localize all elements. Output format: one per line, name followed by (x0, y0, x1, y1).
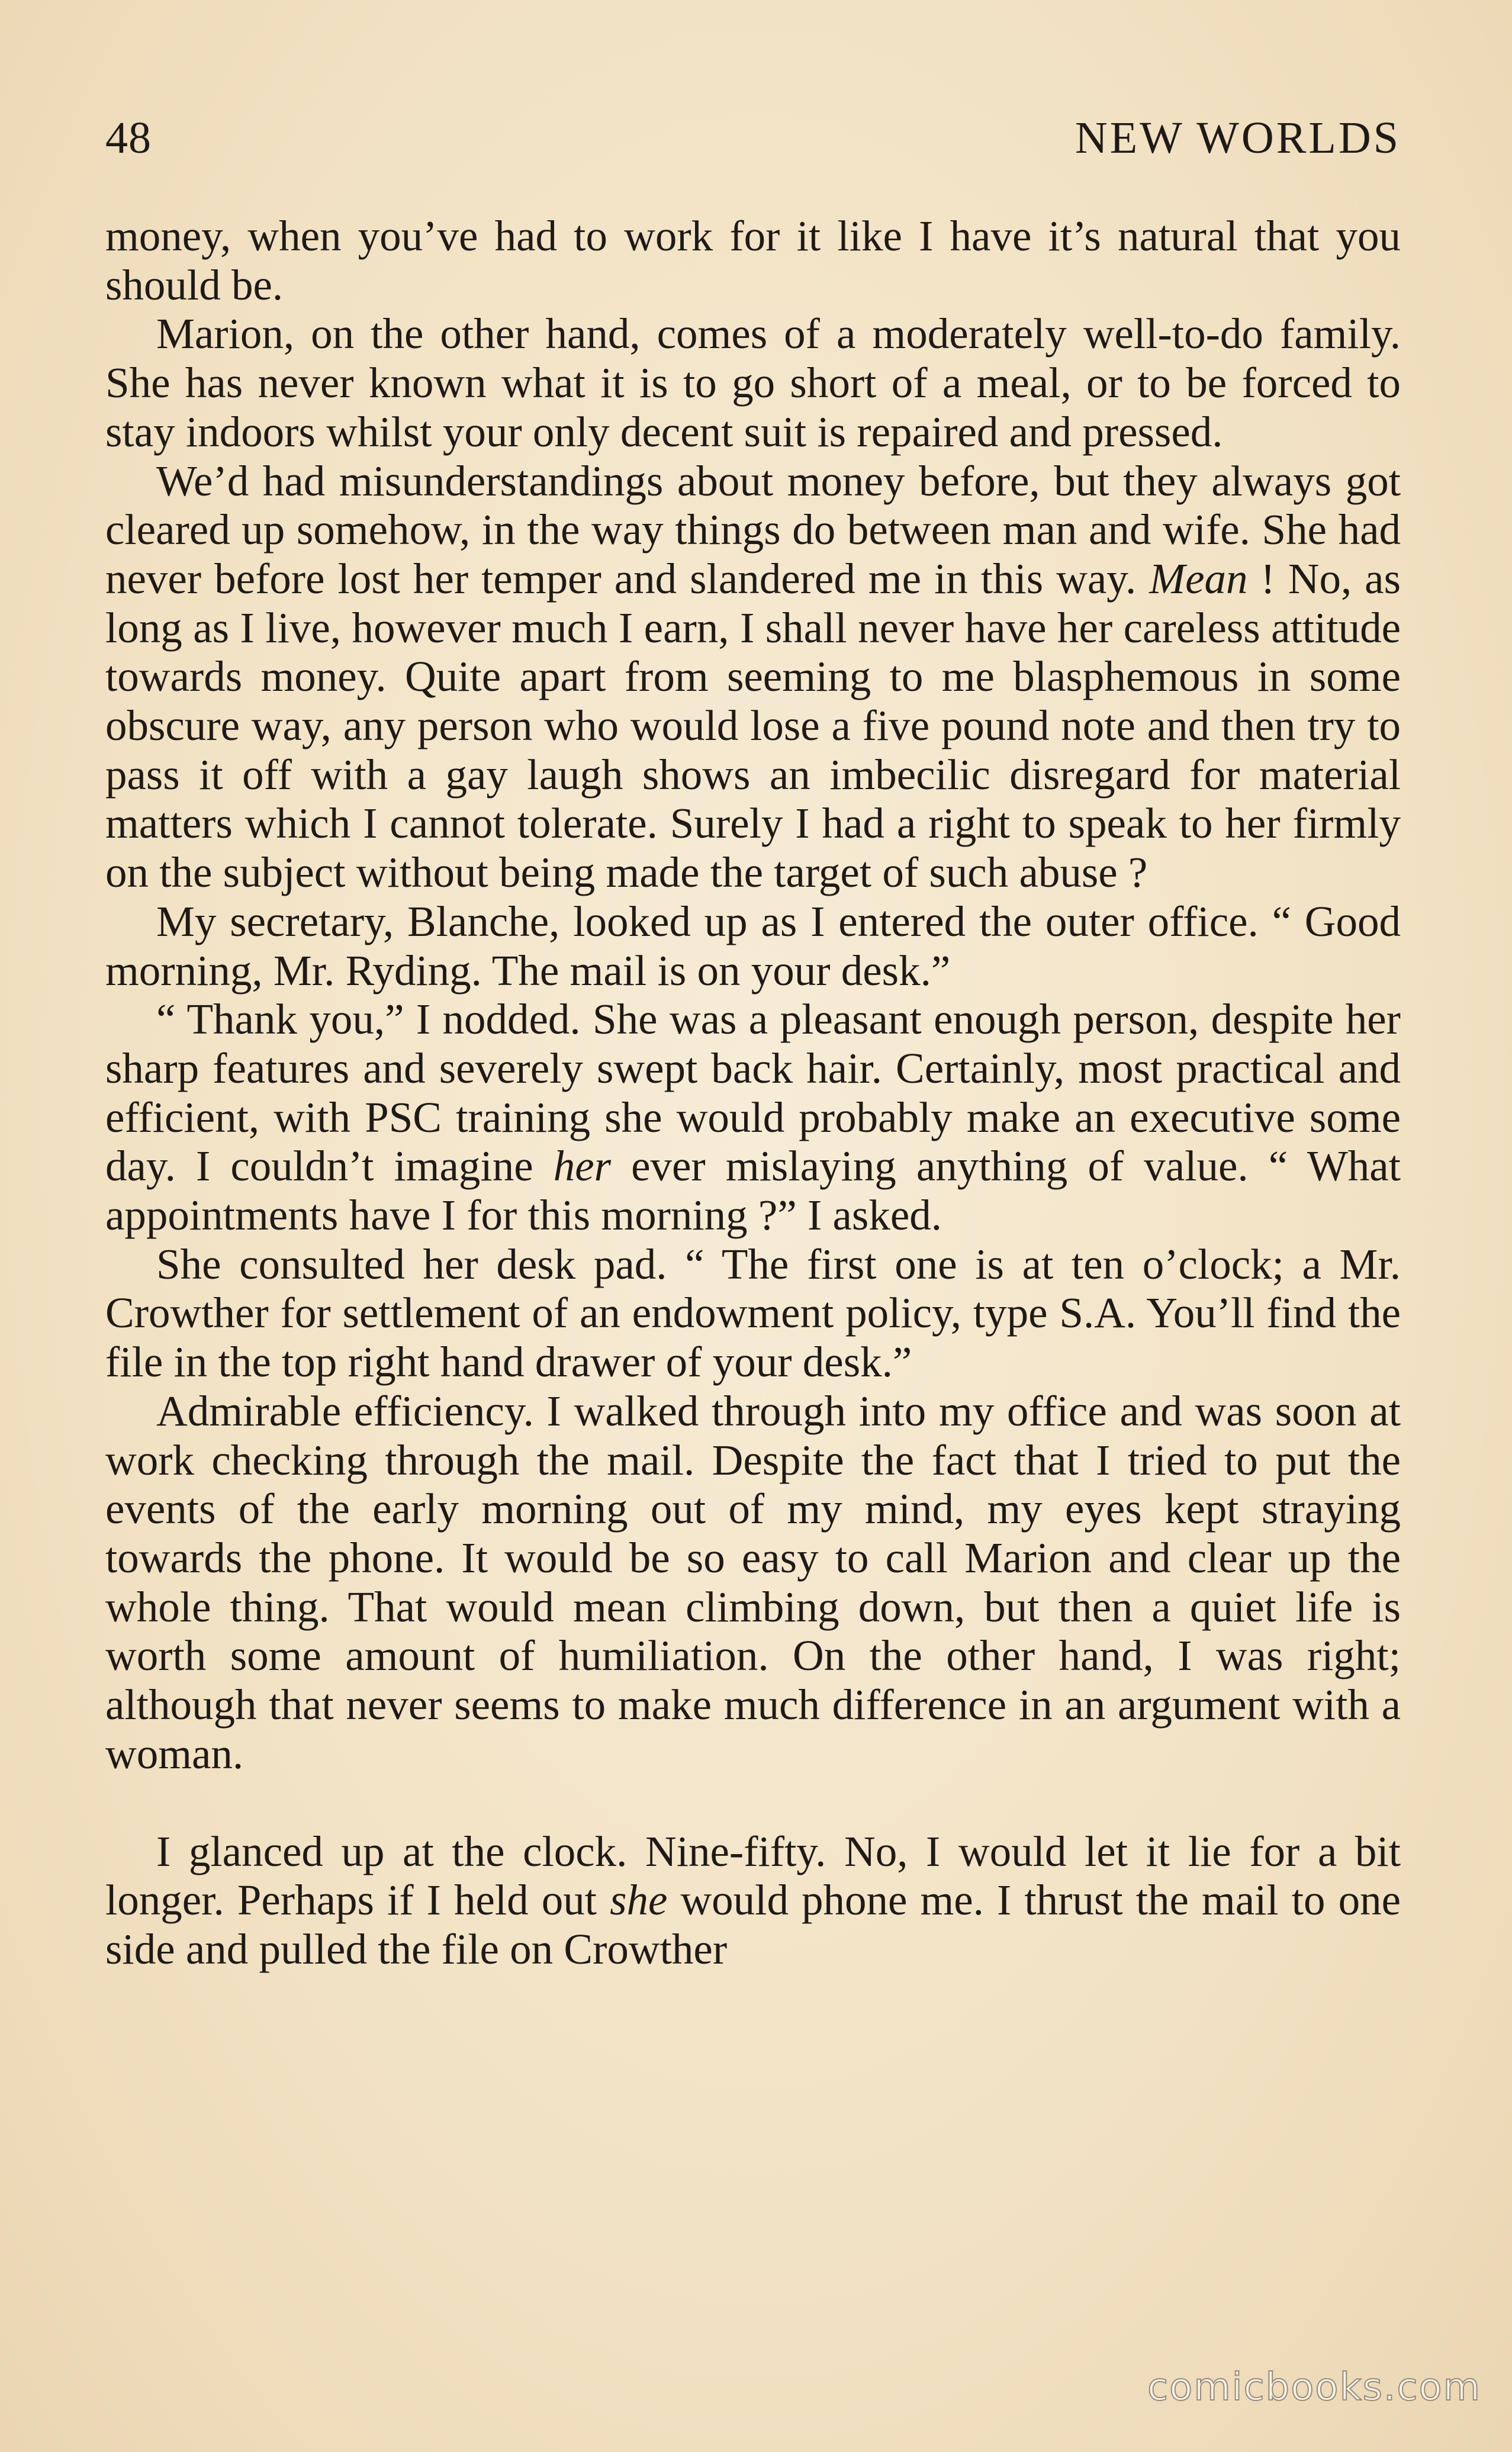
running-title: NEW WORLDS (1075, 113, 1401, 163)
paragraph-5 (105, 995, 1401, 1240)
emphasis-mean: Mean (1149, 554, 1248, 603)
paragraph-8-text-a: I glanced up at the clock. Nine-fifty. No, I would let it lie for a bit longer. Perhaps if I held out (105, 1827, 1401, 1925)
emphasis-her: her (553, 1142, 612, 1190)
paragraph-2: Marion, on the other hand, comes of a moderately well-to-do family. She has never known what it is to go short of a meal, or to be forced to stay indoors whilst your only decent suit is repaired and pressed. (105, 310, 1401, 456)
paragraph-1: money, when you’ve had to work for it like I have it’s natural that you should be. (105, 212, 1401, 309)
page-number: 48 (105, 113, 152, 163)
paragraph-6: She consulted her desk pad. “ The first one is at ten o’clock; a Mr. Crowther for settlement of an endowment policy, type S.A. You’ll find the file in the top right hand drawer of your desk.” (105, 1240, 1401, 1386)
paragraph-3-text-b: ! No, as long as I live, however much I earn, I shall never have her careless attitude towards money. Quite apart from seeming to me blasphemous in some obscure way, any person who would lose a five pound note and then try to pass it off with a gay laugh shows an imbecilic disregard for material matters which I cannot tolerate. Surely I had a right to speak to her firmly on the subject without being made the target of such abuse ? (105, 554, 1401, 897)
paragraph-5-text-a: “ Thank you,” I nodded. She was a pleasant enough person, despite her sharp features and severely swept back hair. Certainly, most practical and efficient, with PSC training she would probably make an executive some day. I couldn’t imagine (105, 995, 1401, 1190)
watermark-logo: comicbooks.com (1147, 2366, 1481, 2409)
paragraph-4: My secretary, Blanche, looked up as I entered the outer office. “ Good morning, Mr. Ryding. The mail is on your desk.” (105, 897, 1401, 995)
paragraph-8-text-b: would phone me. I thrust the mail to one side and pulled the file on Crowther (105, 1876, 1401, 1973)
paragraph-7: Admirable efficiency. I walked through into my office and was soon at work checking through the mail. Despite the fact that I tried to put the events of the early morning out of my mind, my eyes kept straying towards the phone. It would be so easy to call Marion and clear up the whole thing. That would mean climbing down, but then a quiet life is worth some amount of humiliation. On the other hand, I was right; although that never seems to make much difference in an argument with a woman. (105, 1386, 1401, 1778)
running-head (105, 112, 1401, 178)
paragraph-3-text-a: We’d had misunderstandings about money before, but they always got cleared up somehow, in the way things do between man and wife. She had never before lost her temper and slandered me in this way. (105, 456, 1401, 603)
paragraph-8 (105, 1827, 1401, 1974)
emphasis-she: she (610, 1876, 668, 1925)
body-text (105, 212, 1401, 1974)
paragraph-5-text-b: ever mislaying anything of value. “ What appointments have I for this morning ?” I asked. (105, 1142, 1401, 1240)
paragraph-3 (105, 457, 1401, 897)
